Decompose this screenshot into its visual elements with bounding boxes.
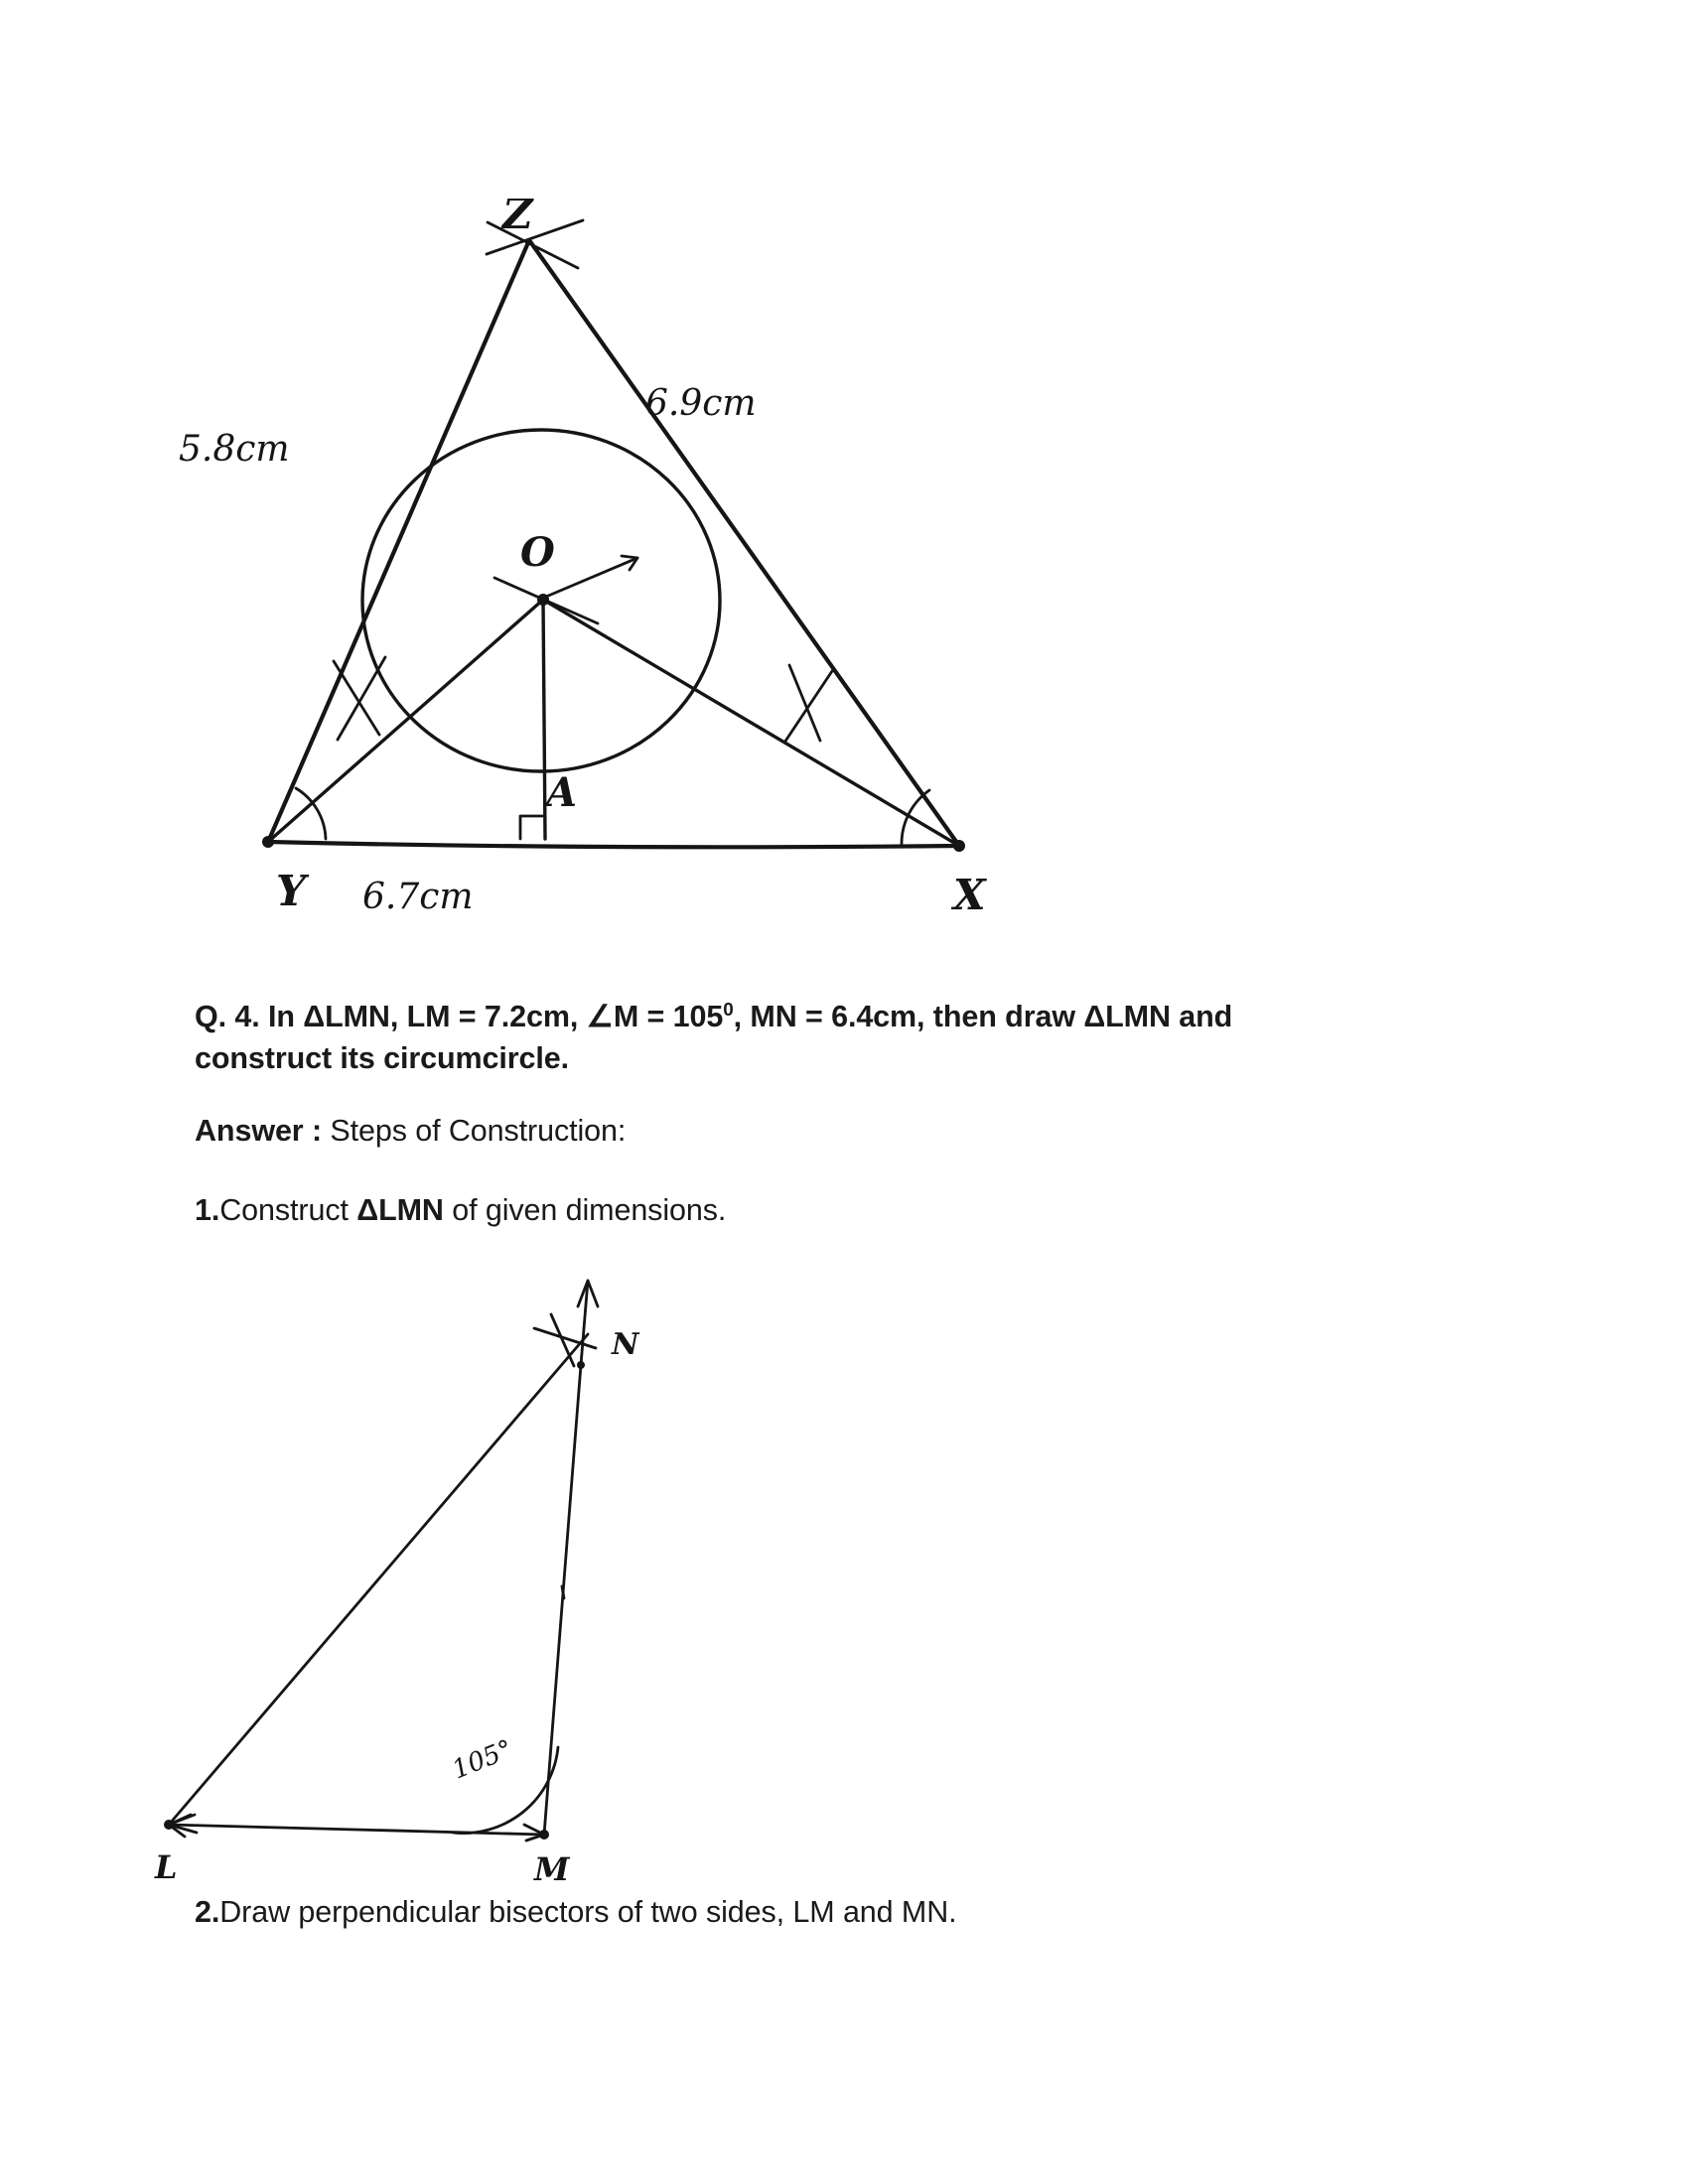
vertex-dot-m bbox=[539, 1830, 549, 1840]
answer-line bbox=[195, 1110, 1485, 1152]
foot-label-a: A bbox=[546, 769, 578, 816]
vertex-dot-n bbox=[577, 1361, 585, 1369]
vertex-dot-l bbox=[164, 1820, 174, 1830]
vertex-label-n: N bbox=[612, 1327, 639, 1362]
step-one-triangle: ΔLMN bbox=[356, 1193, 444, 1227]
vertex-label-l: L bbox=[155, 1848, 178, 1886]
right-angle-mark bbox=[520, 816, 545, 839]
side-lm bbox=[169, 1815, 544, 1841]
vertex-label-y: Y bbox=[276, 867, 306, 913]
figure-triangle-lmn bbox=[129, 1271, 1023, 1886]
question-body-before: In ΔLMN, LM = 7.2cm, ∠M = 105 bbox=[259, 1000, 724, 1033]
arc-marks-n bbox=[534, 1314, 596, 1366]
step-two-number: 2. bbox=[195, 1895, 220, 1929]
step-one-number: 1. bbox=[195, 1193, 220, 1227]
step-one bbox=[195, 1189, 1485, 1231]
question-text bbox=[195, 996, 1366, 1079]
vertex-dot-x bbox=[953, 840, 965, 852]
perpendicular-o-to-base bbox=[543, 600, 545, 839]
arc-marks-z bbox=[487, 220, 583, 268]
side-mn-ray bbox=[544, 1281, 598, 1835]
figure-triangle-xyz-incircle bbox=[149, 199, 1142, 913]
vertex-dot-o bbox=[537, 594, 549, 606]
center-label-o: O bbox=[520, 529, 555, 576]
question-number: Q. 4. bbox=[195, 1000, 260, 1033]
arc-marks-right bbox=[784, 665, 832, 743]
vertex-label-z: Z bbox=[502, 199, 533, 238]
question-body-after: , MN = 6.4cm, then draw ΔLMN and construct its circumcircle. bbox=[195, 1000, 1233, 1076]
vertex-label-x: X bbox=[953, 871, 986, 913]
side-ln bbox=[169, 1334, 588, 1837]
step-one-text-before: Construct bbox=[219, 1193, 357, 1227]
side-yz bbox=[268, 240, 529, 842]
vertex-dot-y bbox=[262, 836, 274, 848]
bisector-from-x bbox=[543, 600, 959, 846]
side-length-base: 6.7cm bbox=[362, 877, 474, 913]
side-yx-base bbox=[268, 842, 959, 847]
bisector-from-y bbox=[268, 600, 543, 842]
answer-text: Steps of Construction: bbox=[322, 1114, 627, 1148]
radius-arrow bbox=[546, 556, 637, 597]
answer-label: Answer : bbox=[195, 1114, 323, 1148]
angle-label-m: 105° bbox=[448, 1734, 517, 1786]
step-two bbox=[195, 1891, 1485, 1933]
question-superscript: 0 bbox=[723, 999, 734, 1021]
step-two-text: Draw perpendicular bisectors of two sides, LM and MN. bbox=[219, 1895, 957, 1929]
side-length-left: 5.8cm bbox=[179, 429, 290, 470]
vertex-label-m: M bbox=[534, 1850, 570, 1886]
tick-mark-mn bbox=[562, 1586, 564, 1598]
side-zx bbox=[529, 240, 959, 846]
side-length-right: 6.9cm bbox=[645, 383, 757, 424]
step-one-text-after: of given dimensions. bbox=[443, 1193, 727, 1227]
